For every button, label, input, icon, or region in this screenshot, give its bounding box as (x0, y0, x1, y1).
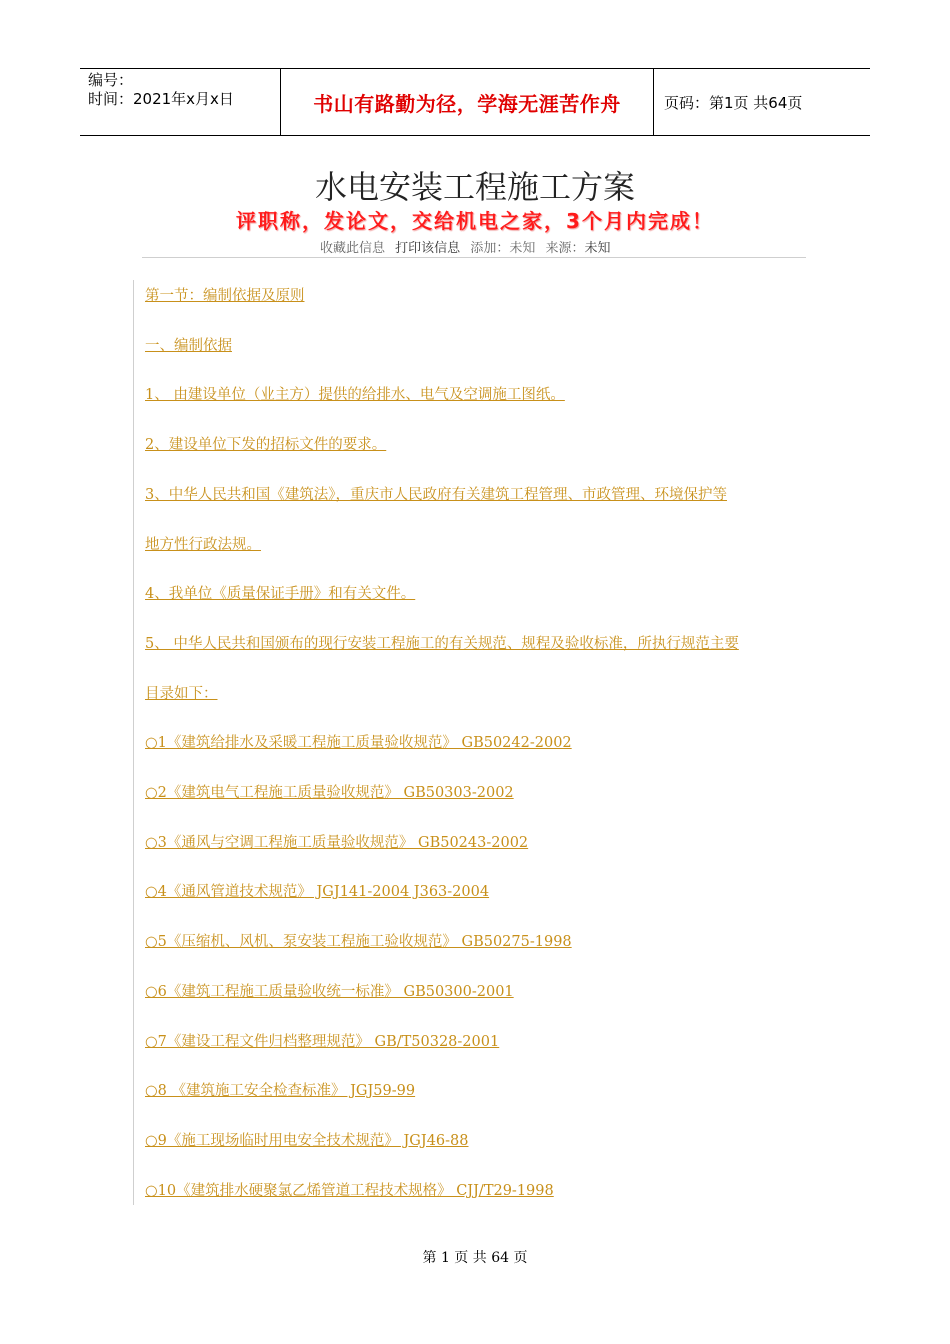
content-line-section-heading[interactable]: 第一节：编制依据及原则 (145, 288, 305, 304)
standard-list-item[interactable]: ○5《压缩机、风机、泵安装工程施工验收规范》 GB50275-1998 (145, 934, 572, 951)
content-line[interactable]: 1、 由建设单位（业主方）提供的给排水、电气及空调施工图纸。 (145, 387, 565, 404)
standard-list-item[interactable]: ○9《施工现场临时用电安全技术规范》 JGJ46-88 (145, 1132, 469, 1149)
print-link[interactable]: 打印该信息 (395, 241, 461, 256)
standard-list-item[interactable]: ○6《建筑工程施工质量验收统一标准》 GB50300-2001 (145, 983, 514, 1000)
standard-list-item[interactable]: ○10《建筑排水硬聚氯乙烯管道工程技术规格》 CJJ/T29-1998 (145, 1182, 554, 1199)
standard-list-item[interactable]: ○8 《建筑施工安全检查标准》 JGJ59-99 (145, 1083, 416, 1100)
source-label: 来源： (545, 241, 585, 256)
content-line[interactable]: 地方性行政法规。 (145, 536, 261, 553)
content-line[interactable]: 4、我单位《质量保证手册》和有关文件。 (145, 586, 416, 603)
standard-list-item[interactable]: ○4《通风管道技术规范》 JGJ141-2004 J363-2004 (145, 884, 490, 901)
page-header (80, 68, 870, 136)
content-left-rule (133, 280, 134, 1205)
standard-list-item[interactable]: ○1《建筑给排水及采暖工程施工质量验收规范》 GB50242-2002 (145, 735, 572, 752)
document-number-label: 编号： (88, 71, 134, 89)
header-left-cell (80, 69, 281, 135)
standard-list-item[interactable]: ○7《建设工程文件归档整理规范》 GB/T50328-2001 (145, 1033, 500, 1050)
content-line[interactable]: 目录如下： (145, 685, 218, 702)
article-meta (320, 237, 617, 256)
header-center-cell (281, 69, 654, 135)
page-footer: 第 1 页 共 64 页 (422, 1250, 528, 1266)
content-line-subheading[interactable]: 一、编制依据 (145, 337, 232, 354)
bookmark-link[interactable]: 收藏此信息 (320, 241, 386, 256)
header-page-info: 页码：第1页 共64页 (664, 93, 803, 112)
document-time-label: 时间：2021年x月x日 (88, 90, 234, 108)
content-line[interactable]: 2、建设单位下发的招标文件的要求。 (145, 437, 387, 454)
added-by-label: 添加：未知 (470, 241, 536, 256)
standard-list-item[interactable]: ○2《建筑电气工程施工质量验收规范》 GB50303-2002 (145, 785, 514, 801)
header-motto: 书山有路勤为径，学海无涯苦作舟 (313, 91, 621, 116)
content-line[interactable]: 3、中华人民共和国《建筑法》，重庆市人民政府有关建筑工程管理、市政管理、环境保护等 (145, 486, 727, 503)
document-title: 水电安装工程施工方案 (314, 168, 635, 206)
meta-divider (142, 257, 806, 258)
ad-banner[interactable]: 评职称，发论文，交给机电之家，3个月内完成！ (236, 209, 714, 233)
header-right-cell (654, 69, 870, 135)
standard-list-item[interactable]: ○3《通风与空调工程施工质量验收规范》 GB50243-2002 (145, 834, 529, 851)
source-value: 未知 (584, 241, 611, 256)
content-line[interactable]: 5、 中华人民共和国颁布的现行安装工程施工的有关规范、规程及验收标准，所执行规范主要 (145, 635, 739, 652)
